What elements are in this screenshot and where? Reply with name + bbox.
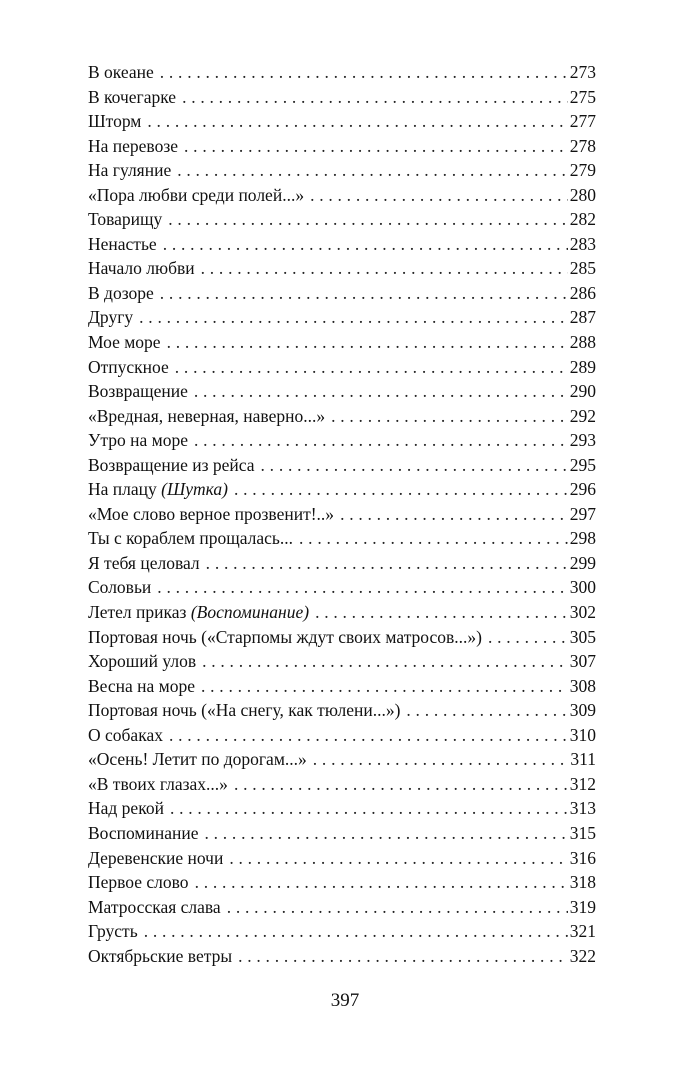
toc-leader-dots [234,477,568,502]
toc-entry-title-text: «Осень! Летит по дорогам...» [88,749,307,770]
toc-entry-title-text: Отпускное [88,356,169,377]
toc-leader-dots [182,85,568,110]
toc-entry-subtitle: (Шутка) [161,479,228,500]
toc-entry-page: 321 [569,921,596,942]
toc-entry-page: 319 [569,896,596,917]
toc-entry [88,723,596,748]
toc-entry-title [88,723,163,748]
toc-entry-title [88,207,162,232]
toc-leader-dots [299,526,568,551]
toc-entry-title-text: Ты с кораблем прощалась... [88,528,294,549]
page-number: 397 [330,990,360,1011]
toc-entry-page: 300 [569,577,596,598]
toc-entry-page: 282 [569,209,596,230]
toc-entry-title [88,649,196,674]
toc-entry [88,379,596,404]
toc-entry-title-text: Утро на море [88,430,188,451]
toc-entry-title [88,698,400,723]
toc-entry [88,60,596,85]
toc-leader-dots [201,256,568,281]
toc-entry-title [88,330,161,355]
toc-entry-title-text: Деревенские ночи [88,847,224,868]
toc-entry-title [88,575,151,600]
toc-entry-title [88,60,154,85]
toc-entry-title [88,944,232,969]
toc-entry-title [88,625,482,650]
toc-entry-title [88,232,157,257]
toc-entry [88,404,596,429]
toc-entry-page: 297 [569,503,596,524]
toc-leader-dots [406,698,567,723]
toc-entry-title [88,158,171,183]
toc-entry-page: 286 [569,282,596,303]
toc-entry-title-text: В океане [88,62,154,82]
toc-entry [88,674,596,699]
toc-entry [88,747,596,772]
toc-entry [88,281,596,306]
toc-entry [88,551,596,576]
toc-entry-title-text: На перевозе [88,135,179,156]
toc-entry [88,355,596,380]
toc-entry-title-text: В дозоре [88,282,154,303]
toc-entry [88,600,596,625]
toc-entry-title-text: Начало любви [88,258,195,279]
toc-entry [88,232,596,257]
toc-entry-subtitle: (Воспоминание) [190,602,310,623]
toc-entry [88,846,596,871]
toc-leader-dots [170,796,568,821]
toc-entry-title [88,674,195,699]
toc-entry-page: 311 [570,749,596,770]
toc-entry [88,134,596,159]
toc-entry [88,109,596,134]
toc-entry-page: 296 [569,479,596,500]
toc-entry-page: 302 [569,602,596,623]
toc-entry [88,477,596,502]
toc-entry-page: 312 [569,773,596,794]
toc-entry [88,428,596,453]
toc-entry-title-text: В кочегарке [88,86,177,107]
toc-leader-dots [139,305,568,330]
toc-entry [88,330,596,355]
toc-entry [88,870,596,895]
toc-leader-dots [194,428,568,453]
toc-entry-page: 273 [569,62,596,82]
toc-entry [88,158,596,183]
toc-entry [88,821,596,846]
toc-leader-dots [168,207,567,232]
toc-leader-dots [202,649,568,674]
toc-leader-dots [160,281,568,306]
table-of-contents [88,60,596,968]
toc-entry-title-text: Над рекой [88,798,164,819]
toc-entry [88,919,596,944]
toc-entry [88,649,596,674]
toc-entry-title [88,502,334,527]
toc-leader-dots [234,772,568,797]
toc-entry-title [88,919,138,944]
toc-leader-dots [331,404,568,429]
toc-leader-dots [310,183,568,208]
toc-entry-page: 310 [569,724,596,745]
toc-entry-title [88,428,188,453]
toc-entry [88,796,596,821]
toc-entry-page: 315 [569,822,596,843]
toc-entry-page: 292 [569,405,596,426]
toc-entry-title-text: Ненастье [88,233,157,254]
toc-leader-dots [163,232,568,257]
toc-entry-title-text: Мое море [88,332,161,353]
toc-entry-title-text: Воспоминание [88,822,199,843]
toc-entry [88,183,596,208]
toc-entry-title [88,600,309,625]
toc-entry [88,895,596,920]
toc-entry-title-text: На гуляние [88,160,172,181]
toc-entry-title-text: Октябрьские ветры [88,945,233,966]
toc-leader-dots [195,870,568,895]
toc-entry-title-text: Летел приказ [88,602,187,623]
toc-entry-title-text: Соловьи [88,577,152,598]
toc-entry [88,944,596,969]
toc-entry-title-text: Хороший улов [88,651,197,672]
toc-entry-page: 313 [569,798,596,819]
toc-entry-title-text: Я тебя целовал [88,552,200,573]
toc-leader-dots [167,330,568,355]
toc-entry-title-text: «Вредная, неверная, наверно...» [88,405,326,426]
toc-entry-title [88,772,228,797]
toc-leader-dots [147,109,567,134]
toc-entry [88,526,596,551]
toc-entry-page: 316 [569,847,596,868]
toc-entry [88,207,596,232]
toc-entry-page: 309 [569,700,596,721]
toc-entry-title-text: «Мое слово верное прозвенит!..» [88,503,335,524]
toc-entry-title-text: Товарищу [88,209,163,230]
toc-entry [88,502,596,527]
toc-entry-title-text: Возвращение из рейса [88,454,255,475]
toc-entry-title [88,379,188,404]
toc-entry-page: 287 [569,307,596,328]
toc-entry-page: 305 [569,626,596,647]
toc-entry-title [88,85,176,110]
toc-entry-title [88,404,325,429]
toc-entry [88,625,596,650]
toc-entry-page: 277 [569,111,596,132]
toc-leader-dots [194,379,568,404]
toc-entry-title [88,821,198,846]
toc-leader-dots [340,502,568,527]
toc-entry-page: 275 [569,86,596,107]
toc-entry-title [88,747,307,772]
toc-leader-dots [229,846,567,871]
toc-entry-title [88,477,228,502]
toc-entry-title [88,305,133,330]
toc-entry-title-text: «В твоих глазах...» [88,773,228,794]
toc-entry-page: 279 [569,160,596,181]
toc-entry-page: 322 [569,945,596,966]
toc-entry-title-text: «Пора любви среди полей...» [88,184,305,205]
toc-leader-dots [175,355,568,380]
toc-entry-page: 278 [569,135,596,156]
toc-entry-page: 318 [569,872,596,893]
toc-entry [88,453,596,478]
toc-leader-dots [184,134,568,159]
toc-entry-title-text: Портовая ночь («Старпомы ждут своих матросов...») [88,626,482,647]
toc-entry-title [88,796,164,821]
toc-leader-dots [313,747,569,772]
toc-leader-dots [488,625,568,650]
toc-entry-title [88,109,141,134]
toc-leader-dots [204,821,567,846]
toc-leader-dots [160,60,568,85]
toc-entry-page: 289 [569,356,596,377]
toc-entry-title [88,256,195,281]
toc-entry-title-text: На плацу [88,479,157,500]
toc-entry-page: 290 [569,381,596,402]
toc-leader-dots [169,723,568,748]
toc-leader-dots [157,575,567,600]
toc-entry-title-text: Портовая ночь («На снегу, как тюлени...») [88,700,401,721]
toc-leader-dots [238,944,568,969]
toc-entry-title-text: Первое слово [88,872,189,893]
toc-entry-title [88,526,293,551]
toc-entry-title-text: Грусть [88,921,138,942]
toc-entry-page: 283 [569,233,596,254]
toc-entry-page: 298 [569,528,596,549]
toc-leader-dots [261,453,568,478]
toc-entry-title-text: Матросская слава [88,896,221,917]
toc-entry-page: 308 [569,675,596,696]
toc-entry-title [88,134,178,159]
toc-entry-page: 280 [569,184,596,205]
toc-entry [88,305,596,330]
toc-entry-title [88,355,169,380]
toc-entry [88,772,596,797]
toc-entry-title [88,453,255,478]
toc-entry-title-text: Возвращение [88,381,188,402]
toc-entry-title [88,846,223,871]
toc-entry [88,85,596,110]
toc-entry-page: 307 [569,651,596,672]
toc-leader-dots [315,600,568,625]
toc-entry-title [88,895,221,920]
toc-entry-title-text: Шторм [88,111,142,132]
toc-entry-page: 299 [569,552,596,573]
toc-entry-title [88,870,189,895]
toc-leader-dots [177,158,568,183]
toc-entry-title-text: Другу [88,307,134,328]
toc-entry-page: 285 [569,258,596,279]
toc-leader-dots [201,674,568,699]
toc-entry-title-text: О собаках [88,724,163,745]
toc-entry-page: 295 [569,454,596,475]
toc-entry-title [88,183,304,208]
toc-entry-page: 288 [569,332,596,353]
toc-leader-dots [144,919,568,944]
toc-entry-title [88,281,154,306]
toc-entry [88,575,596,600]
toc-entry-page: 293 [569,430,596,451]
toc-leader-dots [206,551,568,576]
toc-leader-dots [227,895,568,920]
toc-entry-title-text: Весна на море [88,675,195,696]
toc-entry-title [88,551,200,576]
toc-entry [88,256,596,281]
toc-entry [88,698,596,723]
